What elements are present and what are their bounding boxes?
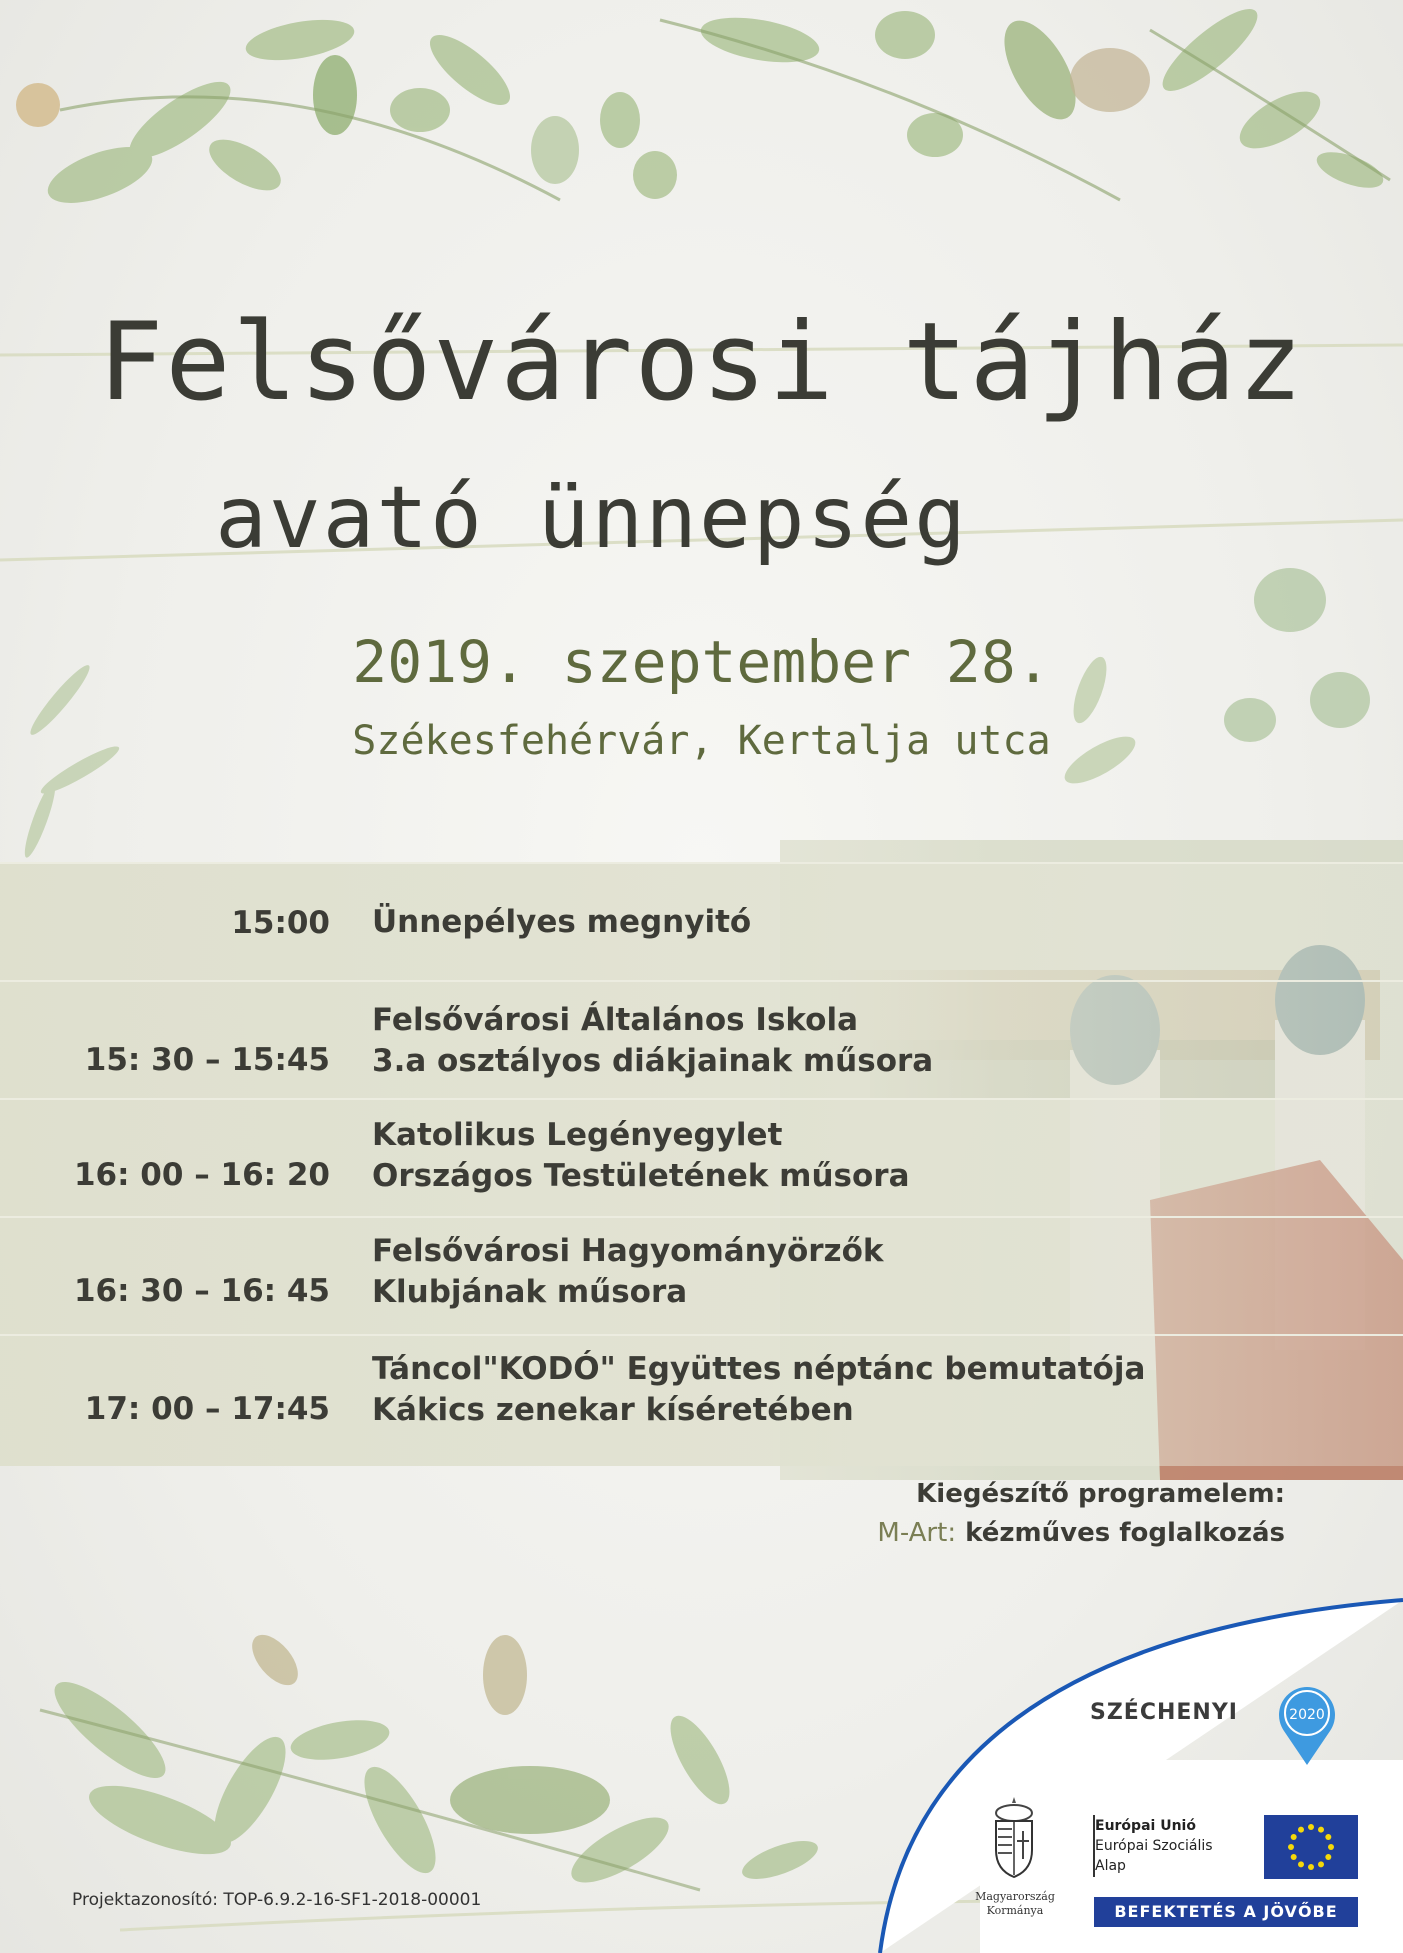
schedule-activity-line: Klubjának műsora: [372, 1274, 688, 1310]
eu-star: [1325, 1854, 1331, 1860]
schedule-activity-line: Ünnepélyes megnyitó: [372, 904, 752, 940]
eu-star: [1318, 1861, 1324, 1867]
schedule-activity-line: Katolikus Legényegylet: [372, 1117, 783, 1153]
eu-star: [1308, 1864, 1314, 1870]
gov-line-2: Kormánya: [986, 1904, 1044, 1917]
extra-activity: kézműves foglalkozás: [965, 1518, 1285, 1548]
schedule-row: [0, 862, 1403, 982]
hungary-coat-of-arms-icon: [992, 1795, 1036, 1880]
eu-flag-icon: [1264, 1815, 1358, 1879]
extra-line: [877, 1514, 1285, 1553]
title-line-2: avató ünnepség: [215, 468, 968, 568]
schedule-row: [0, 1334, 1403, 1466]
gov-line-1: Magyarország: [975, 1890, 1055, 1903]
eu-star: [1308, 1824, 1314, 1830]
szechenyi-logo: [1090, 1700, 1238, 1725]
title-line-1: Felsővárosi tájház: [98, 300, 1305, 425]
szechenyi-pin-icon: [1272, 1683, 1342, 1768]
extra-organizer: M-Art:: [877, 1518, 957, 1548]
schedule-activity-line: Felsővárosi Hagyományörzők: [372, 1233, 884, 1269]
event-date: 2019. szeptember 28.: [352, 628, 1051, 696]
schedule-activity-line: Felsővárosi Általános Iskola: [372, 1002, 859, 1038]
eu-divider: [1093, 1815, 1095, 1877]
schedule-time: 15: 30 – 15:45: [84, 1042, 330, 1078]
eu-line-2: Európai Szociális: [1095, 1838, 1213, 1854]
schedule-time: 16: 00 – 16: 20: [73, 1157, 330, 1193]
schedule-row: [0, 980, 1403, 1100]
schedule-activity-line: 3.a osztályos diákjainak műsora: [372, 1043, 934, 1079]
eu-line-3: Alap: [1095, 1858, 1126, 1874]
government-logo: [950, 1890, 1080, 1918]
schedule-activity-line: Kákics zenekar kíséretében: [372, 1392, 854, 1428]
szechenyi-label: SZÉCHENYI: [1090, 1700, 1238, 1725]
extra-program: [877, 1475, 1285, 1553]
schedule-activity-line: Országos Testületének műsora: [372, 1158, 910, 1194]
schedule-row: [0, 1216, 1403, 1336]
schedule-activity-line: Táncol"KODÓ" Együttes néptánc bemutatója: [372, 1351, 1146, 1387]
project-id: Projektazonosító: TOP-6.9.2-16-SF1-2018-00001: [72, 1890, 482, 1910]
eu-star: [1298, 1827, 1304, 1833]
eu-star: [1291, 1834, 1297, 1840]
eu-star: [1291, 1854, 1297, 1860]
eu-star: [1318, 1827, 1324, 1833]
eu-star: [1325, 1834, 1331, 1840]
szechenyi-year: 2020: [1289, 1707, 1325, 1723]
schedule-time: 17: 00 – 17:45: [84, 1391, 330, 1427]
schedule-row: [0, 1098, 1403, 1218]
eu-star: [1288, 1844, 1294, 1850]
extra-heading: Kiegészítő programelem:: [916, 1479, 1285, 1509]
schedule-time: 15:00: [231, 905, 330, 941]
eu-logo-text: [1095, 1816, 1245, 1876]
eu-star: [1298, 1861, 1304, 1867]
eu-line-1: Európai Unió: [1095, 1818, 1196, 1834]
event-place: Székesfehérvár, Kertalja utca: [352, 718, 1051, 764]
eu-star: [1328, 1844, 1334, 1850]
invest-banner: BEFEKTETÉS A JÖVŐBE: [1094, 1897, 1358, 1927]
schedule-time: 16: 30 – 16: 45: [73, 1273, 330, 1309]
